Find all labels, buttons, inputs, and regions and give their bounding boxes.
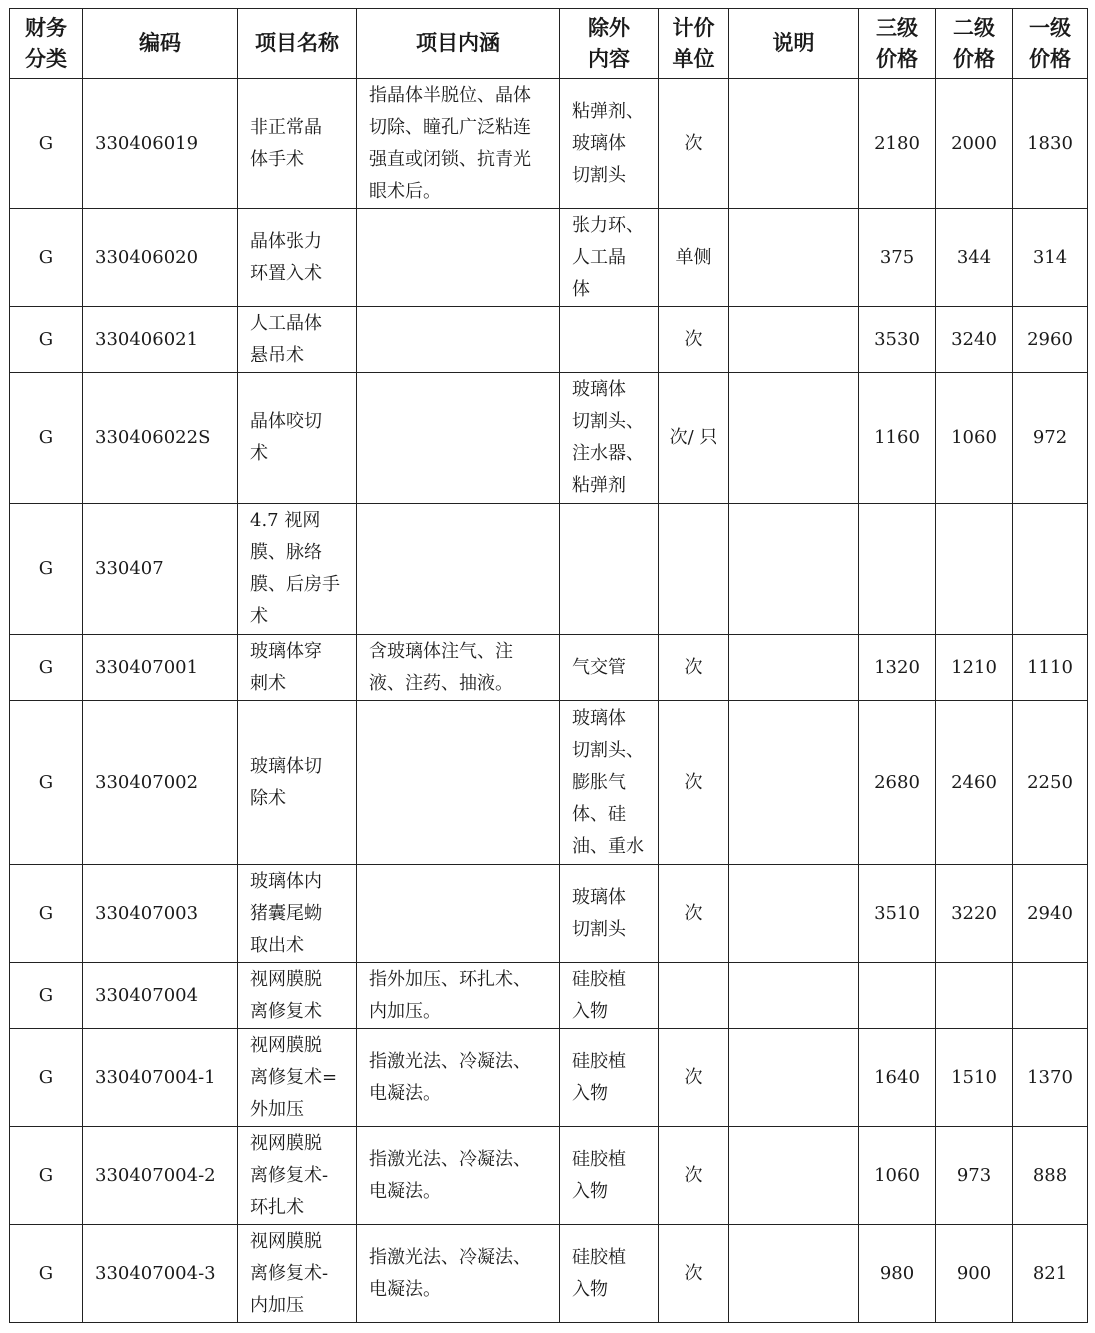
price-level-2-cell: 2460 [936, 701, 1013, 865]
price-level-1-cell: 2940 [1013, 865, 1088, 963]
category-cell: G [10, 701, 83, 865]
category-cell: G [10, 209, 83, 307]
code-cell: 330407001 [83, 635, 238, 701]
code-cell: 330406021 [83, 307, 238, 373]
price-level-2-cell [936, 963, 1013, 1029]
excluded-cell: 玻璃体 切割头、 膨胀气 体、硅 油、重水 [560, 701, 659, 865]
item-name-cell: 玻璃体内 猪囊尾蚴 取出术 [238, 865, 357, 963]
price-level-3-cell: 1320 [859, 635, 936, 701]
unit-cell: 次 [659, 79, 729, 209]
table-row [10, 701, 1088, 865]
item-content-cell [357, 701, 560, 865]
price-level-1-cell: 2960 [1013, 307, 1088, 373]
excluded-cell [560, 307, 659, 373]
price-level-1-cell: 1110 [1013, 635, 1088, 701]
excluded-cell: 气交管 [560, 635, 659, 701]
code-cell: 330406020 [83, 209, 238, 307]
item-name-cell: 4.7 视网 膜、脉络 膜、后房手 术 [238, 504, 357, 635]
price-level-3-cell: 2180 [859, 79, 936, 209]
price-level-3-cell: 3510 [859, 865, 936, 963]
note-cell [729, 1127, 859, 1225]
note-cell [729, 635, 859, 701]
price-level-1-cell: 2250 [1013, 701, 1088, 865]
price-table [9, 8, 1088, 1323]
price-level-1-cell: 821 [1013, 1225, 1088, 1323]
price-level-3-cell [859, 963, 936, 1029]
excluded-cell: 硅胶植 入物 [560, 963, 659, 1029]
price-level-2-cell: 2000 [936, 79, 1013, 209]
note-cell [729, 963, 859, 1029]
price-level-2-cell: 344 [936, 209, 1013, 307]
item-content-cell [357, 209, 560, 307]
price-level-1-cell [1013, 504, 1088, 635]
table-row [10, 963, 1088, 1029]
excluded-cell: 硅胶植 入物 [560, 1029, 659, 1127]
note-cell [729, 701, 859, 865]
item-content-cell: 指外加压、环扎术、 内加压。 [357, 963, 560, 1029]
price-level-2-cell: 900 [936, 1225, 1013, 1323]
unit-cell [659, 963, 729, 1029]
note-cell [729, 504, 859, 635]
price-level-3-cell: 375 [859, 209, 936, 307]
unit-cell: 次 [659, 307, 729, 373]
table-row [10, 209, 1088, 307]
note-cell [729, 307, 859, 373]
item-content-cell [357, 504, 560, 635]
price-level-3-cell: 980 [859, 1225, 936, 1323]
item-name-cell: 视网膜脱 离修复术= 外加压 [238, 1029, 357, 1127]
unit-cell: 单侧 [659, 209, 729, 307]
table-row [10, 307, 1088, 373]
excluded-cell: 玻璃体 切割头 [560, 865, 659, 963]
excluded-cell: 玻璃体 切割头、 注水器、 粘弹剂 [560, 373, 659, 504]
price-level-1-cell: 1370 [1013, 1029, 1088, 1127]
item-content-cell: 指晶体半脱位、晶体 切除、瞳孔广泛粘连 强直或闭锁、抗青光 眼术后。 [357, 79, 560, 209]
price-level-3-cell: 1060 [859, 1127, 936, 1225]
price-level-1-cell: 888 [1013, 1127, 1088, 1225]
category-cell: G [10, 865, 83, 963]
category-cell: G [10, 963, 83, 1029]
category-cell: G [10, 1127, 83, 1225]
price-level-2-cell: 3220 [936, 865, 1013, 963]
code-cell: 330407004-3 [83, 1225, 238, 1323]
table-row [10, 865, 1088, 963]
category-cell: G [10, 373, 83, 504]
category-cell: G [10, 79, 83, 209]
note-cell [729, 865, 859, 963]
price-level-1-cell: 1830 [1013, 79, 1088, 209]
table-row [10, 1127, 1088, 1225]
table-row [10, 373, 1088, 504]
item-content-cell [357, 373, 560, 504]
item-content-cell [357, 307, 560, 373]
note-cell [729, 373, 859, 504]
category-cell: G [10, 504, 83, 635]
header-code: 编码 [83, 9, 238, 79]
header-item-content: 项目内涵 [357, 9, 560, 79]
header-price-level-3: 三级 价格 [859, 9, 936, 79]
item-name-cell: 视网膜脱 离修复术 [238, 963, 357, 1029]
unit-cell: 次 [659, 1127, 729, 1225]
note-cell [729, 1225, 859, 1323]
code-cell: 330406019 [83, 79, 238, 209]
code-cell: 330407003 [83, 865, 238, 963]
header-price-level-2: 二级 价格 [936, 9, 1013, 79]
note-cell [729, 209, 859, 307]
code-cell: 330407004-2 [83, 1127, 238, 1225]
table-row [10, 635, 1088, 701]
price-table-container [9, 8, 1088, 1323]
price-level-3-cell: 2680 [859, 701, 936, 865]
price-level-2-cell [936, 504, 1013, 635]
header-unit: 计价 单位 [659, 9, 729, 79]
table-row [10, 79, 1088, 209]
note-cell [729, 79, 859, 209]
price-level-3-cell: 1160 [859, 373, 936, 504]
item-name-cell: 非正常晶 体手术 [238, 79, 357, 209]
table-row [10, 1225, 1088, 1323]
price-level-2-cell: 1510 [936, 1029, 1013, 1127]
price-level-2-cell: 973 [936, 1127, 1013, 1225]
price-level-3-cell: 3530 [859, 307, 936, 373]
price-level-1-cell: 314 [1013, 209, 1088, 307]
category-cell: G [10, 1029, 83, 1127]
unit-cell: 次 [659, 701, 729, 865]
excluded-cell: 硅胶植 入物 [560, 1127, 659, 1225]
unit-cell [659, 504, 729, 635]
item-content-cell: 指激光法、冷凝法、 电凝法。 [357, 1225, 560, 1323]
price-level-2-cell: 3240 [936, 307, 1013, 373]
unit-cell: 次 [659, 1029, 729, 1127]
excluded-cell: 硅胶植 入物 [560, 1225, 659, 1323]
price-level-1-cell [1013, 963, 1088, 1029]
item-name-cell: 人工晶体 悬吊术 [238, 307, 357, 373]
item-content-cell: 含玻璃体注气、注 液、注药、抽液。 [357, 635, 560, 701]
item-name-cell: 玻璃体切 除术 [238, 701, 357, 865]
item-content-cell: 指激光法、冷凝法、 电凝法。 [357, 1127, 560, 1225]
category-cell: G [10, 307, 83, 373]
code-cell: 330406022S [83, 373, 238, 504]
code-cell: 330407004-1 [83, 1029, 238, 1127]
unit-cell: 次 [659, 1225, 729, 1323]
header-price-level-1: 一级 价格 [1013, 9, 1088, 79]
category-cell: G [10, 1225, 83, 1323]
item-name-cell: 视网膜脱 离修复术- 环扎术 [238, 1127, 357, 1225]
unit-cell: 次/ 只 [659, 373, 729, 504]
unit-cell: 次 [659, 865, 729, 963]
item-content-cell: 指激光法、冷凝法、 电凝法。 [357, 1029, 560, 1127]
item-name-cell: 晶体张力 环置入术 [238, 209, 357, 307]
header-row [10, 9, 1088, 79]
item-name-cell: 玻璃体穿 刺术 [238, 635, 357, 701]
item-name-cell: 视网膜脱 离修复术- 内加压 [238, 1225, 357, 1323]
header-excluded: 除外 内容 [560, 9, 659, 79]
header-category: 财务 分类 [10, 9, 83, 79]
price-level-2-cell: 1060 [936, 373, 1013, 504]
code-cell: 330407 [83, 504, 238, 635]
excluded-cell: 粘弹剂、 玻璃体 切割头 [560, 79, 659, 209]
header-note: 说明 [729, 9, 859, 79]
note-cell [729, 1029, 859, 1127]
category-cell: G [10, 635, 83, 701]
price-level-1-cell: 972 [1013, 373, 1088, 504]
table-row [10, 504, 1088, 635]
price-level-3-cell [859, 504, 936, 635]
unit-cell: 次 [659, 635, 729, 701]
item-name-cell: 晶体咬切 术 [238, 373, 357, 504]
table-row [10, 1029, 1088, 1127]
price-level-2-cell: 1210 [936, 635, 1013, 701]
header-item-name: 项目名称 [238, 9, 357, 79]
excluded-cell: 张力环、 人工晶 体 [560, 209, 659, 307]
code-cell: 330407002 [83, 701, 238, 865]
item-content-cell [357, 865, 560, 963]
code-cell: 330407004 [83, 963, 238, 1029]
excluded-cell [560, 504, 659, 635]
price-level-3-cell: 1640 [859, 1029, 936, 1127]
